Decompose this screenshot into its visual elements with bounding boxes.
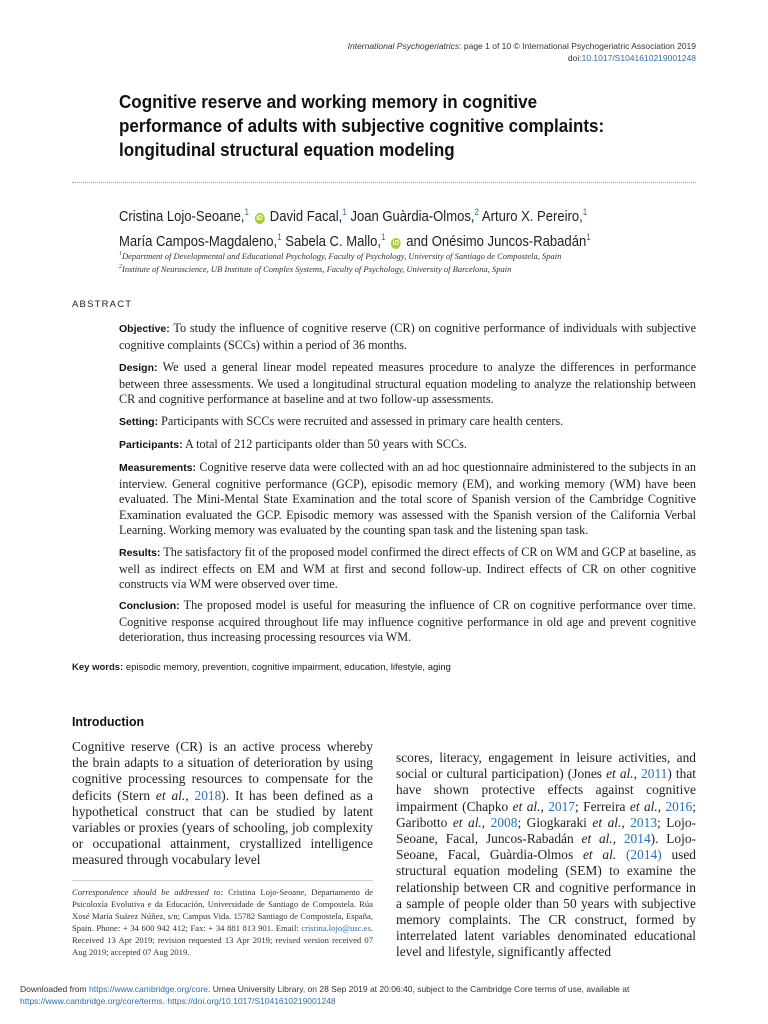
abstract-measurements — [119, 460, 696, 539]
body-text: ; Giogkaraki — [517, 814, 593, 830]
footer-link-terms[interactable]: https://www.cambridge.org/core/terms — [20, 995, 163, 1006]
objective-text: To study the influence of cognitive reserve (CR) on cognitive performance of individuals with subjective cognitive complaints (SCCs) within a period of 36 months. — [119, 321, 696, 352]
footer-text: . Umea University Library, on 28 Sep 2019 at 20:06:40, subject to the Cambridge Core terms of use, available at — [208, 984, 630, 994]
author-name[interactable]: Cristina Lojo-Seoane, — [119, 208, 245, 225]
body-text: , — [612, 831, 624, 847]
title-divider — [72, 182, 696, 183]
author-name[interactable]: David Facal, — [269, 208, 343, 225]
body-text: ; Lojo-Seoane, Facal, Juncos-Rabadán — [396, 814, 696, 847]
abstract-conclusion — [119, 598, 696, 646]
citation-link[interactable]: 2018 — [194, 787, 222, 803]
orcid-icon[interactable]: iD — [256, 214, 263, 222]
objective-label: Objective: — [119, 323, 170, 335]
article-title: Cognitive reserve and working memory in cognitive performance of adults with subjective cognitive complaints: longitudinal structural equation modeling — [119, 91, 605, 160]
body-text: , — [540, 798, 549, 814]
journal-header — [348, 40, 696, 64]
email-link[interactable]: cristina.lojo@usc.es — [301, 923, 371, 933]
affiliation-text: Department of Developmental and Educational Psychology, Faculty of Psychology, University of Santiago de Compostela, Spain — [122, 250, 562, 261]
body-text: et al. — [155, 787, 186, 803]
citation-link[interactable]: 2011 — [641, 766, 668, 782]
footer-link-core[interactable]: https://www.cambridge.org/core — [88, 984, 209, 994]
participants-label: Participants: — [119, 439, 183, 451]
affiliation-number: 2 — [119, 264, 122, 270]
affiliation-marker: 1 — [586, 231, 591, 242]
body-text — [616, 847, 626, 862]
correspondence-divider — [72, 880, 373, 881]
affiliation-marker: 1 — [381, 231, 386, 242]
body-text: et al. — [606, 766, 634, 782]
author-name[interactable]: Joan Guàrdia-Olmos, — [350, 208, 475, 225]
body-text: ) that have shown protective effects against cognitive impairment (Chapko — [396, 766, 697, 814]
author-list — [119, 202, 641, 252]
body-text: used structural equation modeling (SEM) to examine the relationship between CR and cognitive performance in a sample of people older than 50 years with subjective memory complaints. The CR construct, formed by interrelated latent variables denominated educational level and lifestyle, significantly affected — [396, 847, 696, 960]
abstract-results — [119, 545, 696, 593]
footer-text: Downloaded from — [20, 984, 89, 994]
body-text: et al. — [629, 798, 658, 814]
correspondence-prefix: Correspondence should be addressed to: — [72, 887, 224, 897]
body-text: et al. — [452, 814, 482, 830]
setting-text: Participants with SCCs were recruited and assessed in primary care health centers. — [161, 414, 564, 428]
affiliation-text: Institute of Neuroscience, UB Institute of Complex Systems, Faculty of Psychology, University of Barcelona, Spain — [122, 263, 512, 274]
affiliation-marker: 1 — [582, 207, 588, 217]
intro-right-column — [396, 750, 696, 961]
citation-link[interactable]: 2013 — [630, 814, 658, 830]
download-footer — [20, 984, 750, 1007]
body-text: , — [621, 814, 631, 830]
measurements-text: Cognitive reserve data were collected with an ad hoc questionnaire administered to the subjects in an interview. General cognitive performance (GCP), episodic memory (EM), and working memory (WM) have been evaluated. The Mini-Mental State Examination and the total score of Spanish version of the Cambridge Cognitive Examination evaluated the GCP. Episodic memory was assessed with the Spanish version of the California Verbal Learning. Working memory was evaluated by the counting span task and the listening span task. — [119, 460, 696, 538]
conclusion-label: Conclusion: — [119, 600, 180, 612]
keywords — [72, 662, 451, 673]
abstract-design — [119, 360, 696, 408]
affiliation-2 — [119, 261, 511, 275]
affiliation-marker: 1 — [342, 207, 347, 217]
keywords-label: Key words: — [72, 662, 124, 673]
affiliation-1 — [119, 248, 561, 262]
design-label: Design: — [119, 362, 158, 374]
author-name[interactable]: and Onésimo Juncos-Rabadán — [406, 233, 587, 250]
body-text: scores, literacy, engagement in leisure activities, and social or cultural participation) (Jones — [396, 750, 696, 782]
body-text: et al. — [581, 831, 613, 847]
abstract-objective — [119, 321, 696, 353]
author-name[interactable]: María Campos-Magdaleno, — [119, 233, 278, 250]
doi-label: doi: — [567, 53, 582, 63]
citation-link[interactable]: 2016 — [665, 798, 693, 814]
participants-text: A total of 212 participants older than 50 years with SCCs. — [184, 437, 467, 451]
citation-link[interactable]: 2017 — [548, 798, 575, 814]
body-text: , — [185, 787, 195, 803]
body-text: et al. — [592, 814, 622, 830]
body-text: Cognitive reserve (CR) is an active process whereby the brain adapts to a situation of deterioration by using cognitive processing resources to compensate for the deficits (Stern — [72, 739, 373, 803]
body-text: et al. — [512, 798, 541, 814]
citation-link[interactable]: (2014) — [625, 847, 662, 863]
correspondence-note — [72, 886, 373, 958]
results-label: Results: — [119, 547, 161, 559]
body-text: ). Lojo-Seoane, Facal, Guàrdia-Olmos — [396, 831, 696, 863]
correspondence-text: Cristina Lojo-Seoane, Departamento de Psicoloxía Evolutiva e da Educación, Universidade de Santiago de Compostela. Rúa Xosé María Suárez Núñez, s/n; Campus Vida. 15782 Santiago de Compostela, España, Spain. Phone: + 34 600 942 412; Fax: + 34 881 813 901. Email: — [72, 887, 373, 933]
measurements-label: Measurements: — [119, 462, 197, 474]
body-text: ; Ferreira — [575, 798, 630, 814]
abstract-heading: ABSTRACT — [72, 299, 133, 310]
design-text: We used a general linear model repeated measures procedure to analyze the differences in performance between three assessments. We used a longitudinal structural equation modeling to analyze the relationship between CR and cognitive performance at baseline and at two follow-up assessments. — [119, 360, 697, 407]
orcid-icon[interactable]: iD — [392, 239, 400, 247]
body-text: , — [657, 798, 666, 814]
body-text: ). It has been defined as a hypothetical construct that can be studied by latent variables or proxies (years of schooling, job complexity or occupational attainment, crystallized intelligence measured through vocabulary level — [72, 787, 373, 868]
abstract-setting — [119, 414, 696, 431]
footer-link-doi[interactable]: https://doi.org/10.1017/S1041610219001248 — [167, 995, 336, 1006]
footer-text: . — [162, 995, 168, 1006]
affiliation-marker: 2 — [474, 207, 479, 217]
body-text: ; Garibotto — [396, 798, 696, 830]
author-name[interactable]: Arturo X. Pereiro, — [481, 208, 583, 225]
body-text: et al. — [582, 847, 617, 863]
conclusion-text: The proposed model is useful for measuring the influence of CR on cognitive performance over time. Cognitive response acquired throughout life may influence cognitive performance in old age and prevent cognitive deterioration, thus increasing processing resources via WM. — [119, 598, 696, 645]
affiliation-marker: 1 — [277, 231, 282, 242]
journal-name: International Psychogeriatrics — [347, 41, 460, 51]
journal-pagination: : page 1 of 10 © International Psychogeriatric Association 2019 — [459, 41, 696, 51]
introduction-heading: Introduction — [72, 714, 145, 729]
citation-link[interactable]: 2014 — [623, 831, 651, 847]
keywords-text: episodic memory, prevention, cognitive impairment, education, lifestyle, aging — [125, 662, 451, 673]
correspondence-dates: . Received 13 Apr 2019; revision requested 13 Apr 2019; revised version received 07 Aug 2019; accepted 07 Aug 2019. — [72, 923, 373, 957]
author-name[interactable]: Sabela C. Mallo, — [285, 233, 382, 250]
body-text: , — [633, 766, 642, 782]
affiliation-number: 1 — [119, 251, 122, 257]
intro-left-column — [72, 739, 373, 869]
citation-link[interactable]: 2008 — [490, 814, 518, 830]
doi-link[interactable]: 10.1017/S1041610219001248 — [581, 53, 696, 63]
body-text: , — [481, 814, 491, 830]
abstract-participants — [119, 437, 696, 454]
affiliation-marker: 1 — [244, 207, 250, 217]
setting-label: Setting: — [119, 416, 159, 428]
results-text: The satisfactory fit of the proposed model confirmed the direct effects of CR on WM and GCP at baseline, as well as indirect effects on EM and WM at first and second follow-up. Indirect effects of CR on other cognitive constructs via WM were observed over time. — [119, 545, 696, 592]
